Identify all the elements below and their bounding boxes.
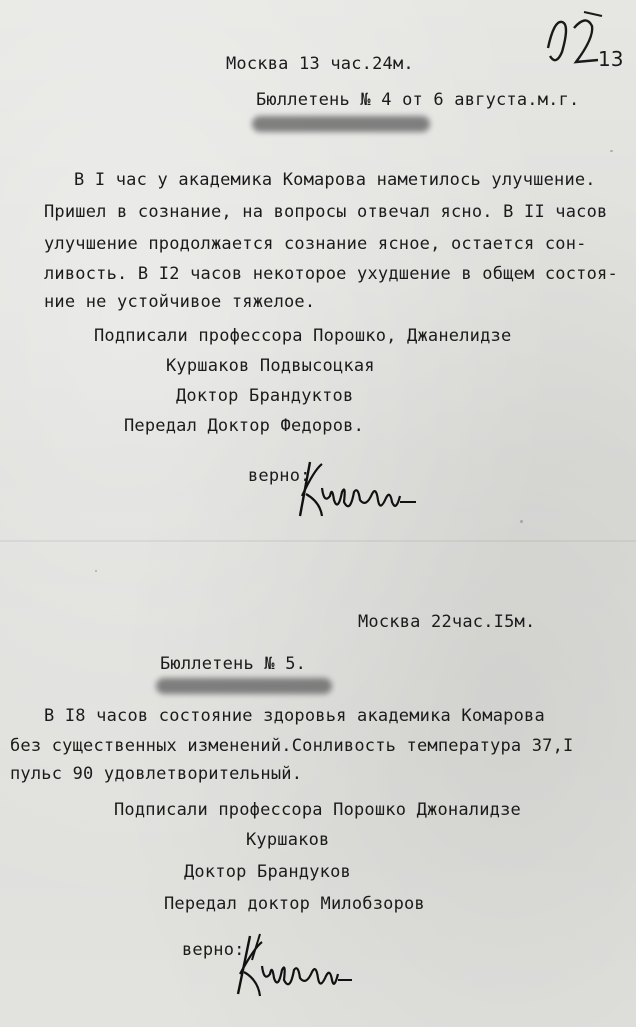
bulletin-4-body-line: ние не устойчивое тяжелое. <box>44 292 316 312</box>
bulletin-4-body-line: В I час у академика Комарова наметилось улучшение. <box>74 170 596 190</box>
bulletin-5-verified-label: верно: <box>182 940 245 960</box>
bulletin-5-title: Бюллетень № 5. <box>160 654 307 674</box>
page-number-handwritten <box>540 8 626 74</box>
bulletin-4-signed-line: Подписали профессора Порошко, Джанелидзе <box>94 326 512 346</box>
bulletin-5-signed-line: Подписали профессора Порошко Джоналидзе <box>114 800 521 820</box>
bulletin-5-name: Доктор Брандуков <box>184 862 351 882</box>
redaction-smudge <box>252 116 430 132</box>
handwritten-signature <box>226 930 356 1006</box>
bulletin-4-name: Передал Доктор Федоров. <box>124 416 365 436</box>
handwritten-signature <box>292 456 422 528</box>
bulletin-5-place-time: Москва 22час.I5м. <box>358 612 536 632</box>
bulletin-4-body-line: улучшение продолжается сознание ясное, остается сон- <box>44 234 587 254</box>
svg-text:13: 13 <box>598 47 624 71</box>
bulletin-5-body-line: пульс 90 удовлетворительный. <box>10 764 303 784</box>
bulletin-4-place-time: Москва 13 час.24м. <box>226 54 414 74</box>
paper-speck <box>610 150 613 152</box>
bulletin-4-verified-label: верно: <box>248 466 311 486</box>
bulletin-5-name: Передал доктор Милобзоров <box>164 894 425 914</box>
bulletin-5-body-line: без существенных изменений.Сонливость температура 37,I <box>10 736 574 756</box>
bulletin-4-name: Доктор Брандуктов <box>176 386 354 406</box>
paper-speck <box>95 570 97 572</box>
bulletin-4-title: Бюллетень № 4 от 6 августа.м.г. <box>256 90 580 110</box>
redaction-smudge <box>156 678 332 694</box>
paper-speck <box>520 520 523 523</box>
bulletin-4-body-line: Пришел в сознание, на вопросы отвечал ясно. В II часов <box>44 202 608 222</box>
bulletin-4-body-line: ливость. В I2 часов некоторое ухудшение в общем состоя- <box>44 264 618 284</box>
bulletin-5-body-line: В I8 часов состояние здоровья академика Комарова <box>44 706 545 726</box>
bulletin-5-name: Куршаков <box>246 830 330 850</box>
bulletin-4-name: Куршаков Подвысоцкая <box>166 356 375 376</box>
fold-crease <box>0 540 636 542</box>
